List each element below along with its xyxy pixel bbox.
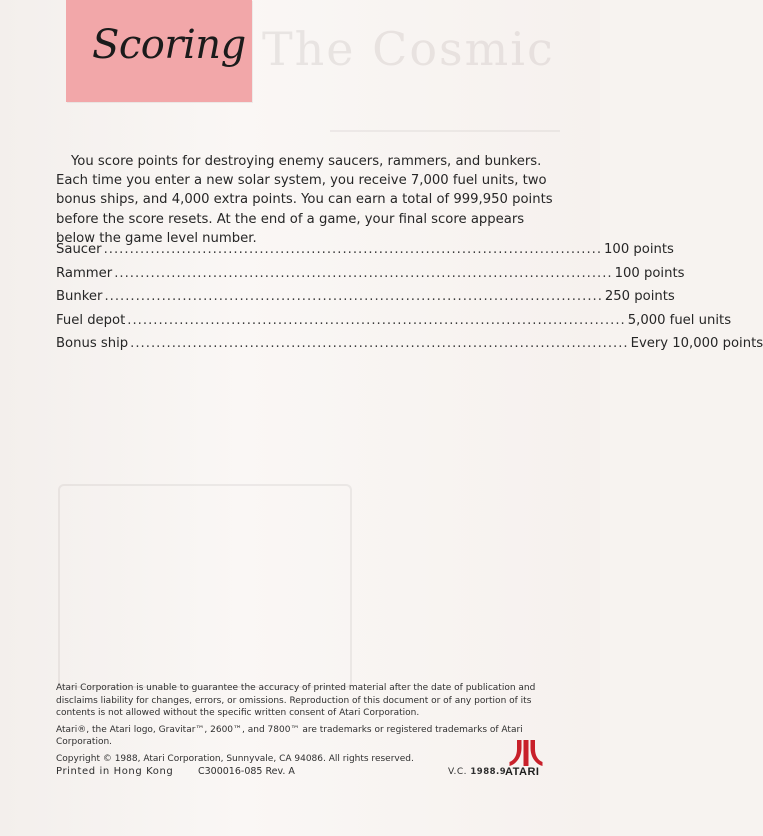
score-value: 100 points [614,265,685,281]
score-list [56,242,763,360]
print-info [56,766,556,780]
score-row-rammer [56,265,685,290]
bleed-through-text: The Cosmic [262,22,555,76]
legal-footer [56,682,556,770]
score-label: Bonus ship [56,336,129,351]
part-number: C300016-085 Rev. A [198,766,295,777]
copyright-text: Copyright © 1988, Atari Corporation, Sunnyvale, CA 94086. All rights reserved. [56,753,414,764]
score-label: Bunker [56,289,103,304]
vc-prefix: V.C. [448,767,468,777]
printed-location: Printed in Hong Kong [56,766,174,777]
dot-leader: ................................................................................................ [127,312,626,328]
disclaimer-text: Atari Corporation is unable to guarantee the accuracy of printed material after the date of publication and disclaims liability for changes, errors, or omissions. Reproduction of this document or of any portion of its contents is not allowed without the specific written consent of Atari Corporation. [56,683,536,719]
dot-leader: ................................................................................................ [130,336,629,351]
score-value: 250 points [604,289,675,304]
page-title: Scoring [92,22,246,68]
score-label: Rammer [56,265,113,281]
bleed-through-rule [330,130,560,132]
trademark-text: Atari®, the Atari logo, Gravitar™, 2600™, and 7800™ are trademarks or registered trademarks of Atari Corporation. [56,724,523,748]
score-label: Fuel depot [56,312,126,328]
vc-code [448,767,506,777]
score-row-bunker [56,289,675,313]
vc-number: 1988.9 [470,767,507,777]
dot-leader: ................................................................................................ [104,289,603,304]
score-row-fuel-depot [56,312,732,337]
intro-paragraph: You score points for destroying enemy saucers, rammers, and bunkers. Each time you enter a new solar system, you receive 7,000 fuel units, two bonus ships, and 4,000 extra points. You can earn a total of 999,950 points before the score resets. At the end of a game, your final score appears below the game level number. [56,154,553,246]
score-value: Every 10,000 points [630,336,763,351]
atari-wordmark: ATARI [505,766,540,778]
score-value: 100 points [604,242,674,257]
dot-leader: ................................................................................................ [103,242,603,257]
score-row-bonus-ship [56,336,763,360]
score-value: 5,000 fuel units [627,312,732,328]
dot-leader: ................................................................................................ [114,265,613,281]
score-row-saucer [56,242,674,266]
bleed-through-diagram [58,484,352,688]
score-label: Saucer [56,242,102,257]
